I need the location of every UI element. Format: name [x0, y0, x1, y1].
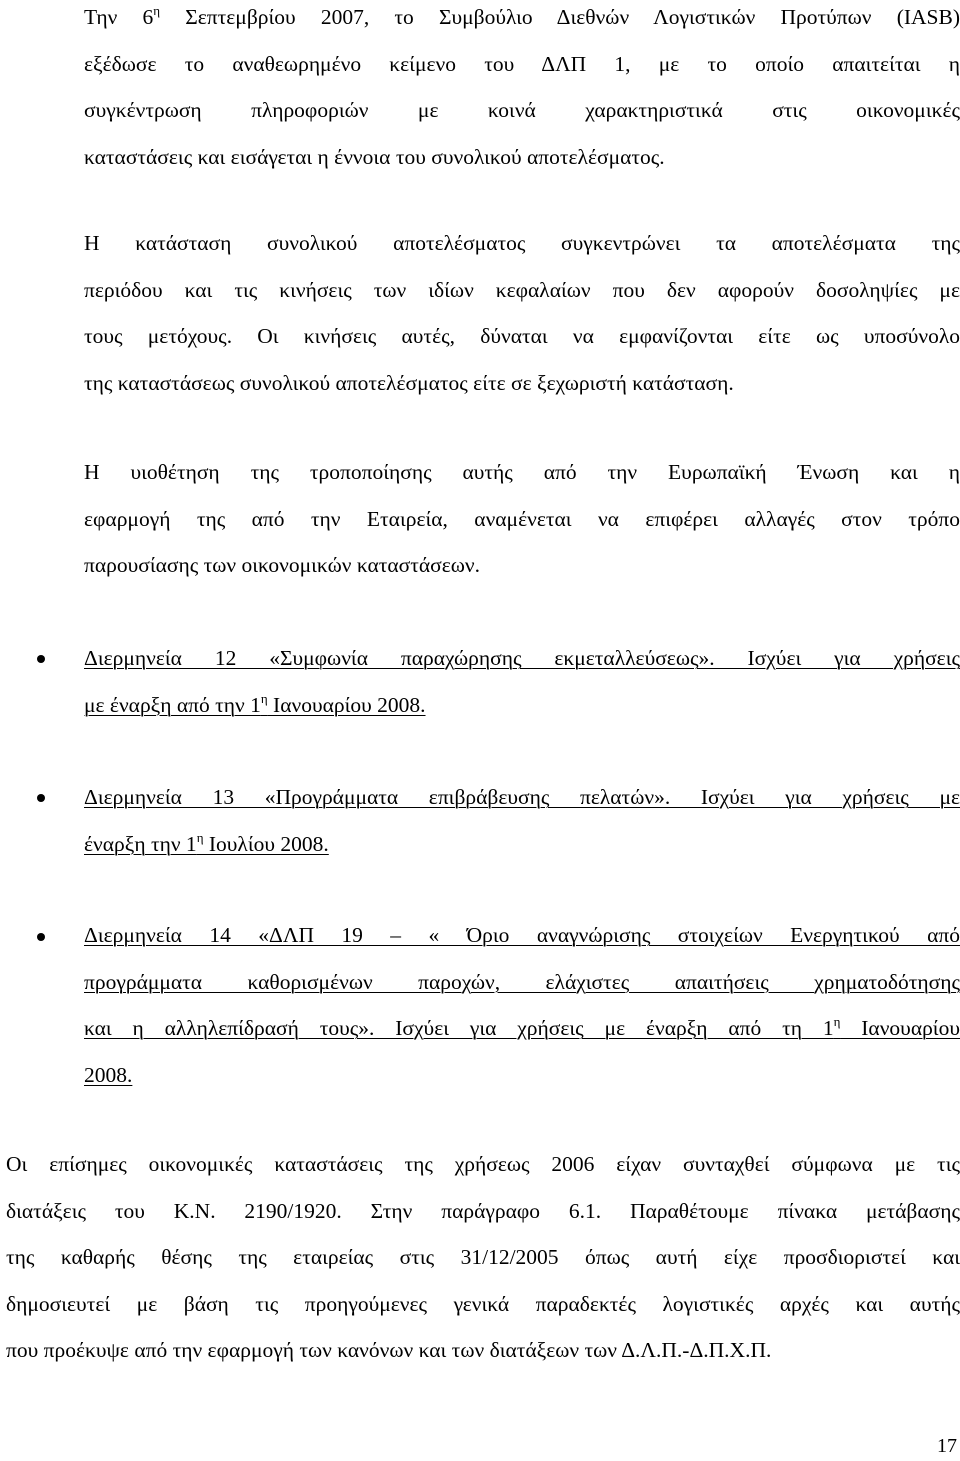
page-number: 17: [937, 1435, 957, 1457]
paragraph-line: Η κατάσταση συνολικού αποτελέσματος συγκεντρώνει τα αποτελέσματα της: [84, 231, 960, 255]
paragraph-line: Διερμηνεία 13 «Προγράμματα επιβράβευσης πελατών». Ισχύει για χρήσεις με: [84, 785, 960, 809]
superscript: η: [260, 690, 268, 706]
bullet-item-interpretation-12: [84, 635, 960, 728]
bullet-icon: [37, 794, 45, 802]
bullet-item-interpretation-14: [84, 912, 960, 1098]
paragraph-line: εξέδωσε το αναθεωρημένο κείμενο του ΔΛΠ 1, με το οποίο απαιτείται η: [84, 51, 960, 76]
paragraph-line: διατάξεις του Κ.Ν. 2190/1920. Στην παράγραφο 6.1. Παραθέτουμε πίνακα μετάβασης: [6, 1198, 960, 1223]
superscript: η: [196, 829, 204, 845]
paragraph-line: Την $6^\eta$ Σεπτεμβρίου 2007, το Συμβούλιο Διεθνών Λογιστικών Προτύπων (IASB): [84, 3, 960, 29]
superscript: η: [833, 1014, 841, 1029]
paragraph-line: Η υιοθέτηση της τροποποίησης αυτής από την Ευρωπαϊκή Ένωση και η: [84, 460, 960, 484]
paragraph-line: με έναρξη από την $1^\eta$ Ιανουαρίου 2008.: [84, 690, 426, 717]
paragraph-line: δημοσιευτεί με βάση τις προηγούμενες γενικά παραδεκτές λογιστικές αρχές και αυτής: [6, 1291, 960, 1316]
paragraph-line: Διερμηνεία 14 «ΔΛΠ 19 – « Όριο αναγνώρισης στοιχείων Ενεργητικού από: [84, 923, 960, 947]
paragraph-line: και η αλληλεπίδρασή τους». Ισχύει για χρήσεις με έναρξη από τη $1^\eta$ Ιανουαρίου: [84, 1014, 960, 1040]
paragraph-iasb-revision: [84, 0, 960, 180]
paragraph-line: καταστάσεις και εισάγεται η έννοια του συνολικού αποτελέσματος.: [84, 144, 665, 169]
paragraph-line: της καταστάσεως συνολικού αποτελέσματος είτε σε ξεχωριστή κατάσταση.: [84, 370, 734, 395]
bullet-icon: [37, 933, 45, 941]
paragraph-line: τους μετόχους. Οι κινήσεις αυτές, δύναται να εμφανίζονται είτε ως υποσύνολο: [84, 324, 960, 348]
paragraph-line: παρουσίασης των οικονομικών καταστάσεων.: [84, 553, 480, 577]
paragraph-line: εφαρμογή της από την Εταιρεία, αναμένεται να επιφέρει αλλαγές στον τρόπο: [84, 506, 960, 531]
paragraph-line: προγράμματα καθορισμένων παροχών, ελάχιστες απαιτήσεις χρηματοδότησης: [84, 969, 960, 994]
paragraph-line: συγκέντρωση πληροφοριών με κοινά χαρακτηριστικά στις οικονομικές: [84, 98, 960, 122]
superscript: η: [153, 3, 161, 18]
paragraph-line: Οι επίσημες οικονομικές καταστάσεις της χρήσεως 2006 είχαν συνταχθεί σύμφωνα με τις: [6, 1152, 960, 1176]
paragraph-line: 2008.: [84, 1062, 133, 1087]
paragraph-line: Διερμηνεία 12 «Συμφωνία παραχώρησης εκμεταλλεύσεως». Ισχύει για χρήσεις: [84, 646, 960, 670]
bullet-icon: [37, 655, 45, 663]
paragraph-transition-table: [6, 1141, 960, 1374]
bullet-item-interpretation-13: [84, 774, 960, 867]
paragraph-eu-adoption: [84, 449, 960, 589]
paragraph-line: που προέκυψε από την εφαρμογή των κανόνων και των διατάξεων των Δ.Λ.Π.-Δ.Π.Χ.Π.: [6, 1338, 772, 1362]
paragraph-line: της καθαρής θέσης της εταιρείας στις 31/12/2005 όπως αυτή είχε προσδιοριστεί και: [6, 1245, 960, 1269]
paragraph-line: περιόδου και τις κινήσεις των ιδίων κεφαλαίων που δεν αφορούν δοσοληψίες με: [84, 277, 960, 302]
paragraph-comprehensive-income: [84, 220, 960, 406]
paragraph-line: έναρξη την $1^\eta$ Ιουλίου 2008.: [84, 829, 329, 856]
